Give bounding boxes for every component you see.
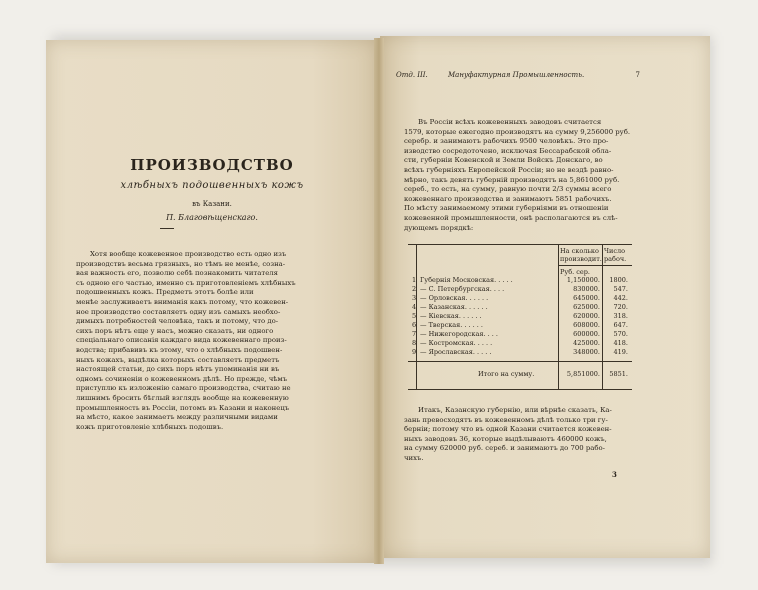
text-line: кожъ приготовленіе хлѣбныхъ подошвъ. [76, 422, 224, 431]
text-line: сихъ поръ нѣтъ еще у насъ, можно сказать, ни одного [76, 326, 274, 335]
text-line: сти, губерніи Ковенской и Земли Войскъ Донскаго, во [404, 156, 603, 165]
unit-label: Руб. сер. [560, 268, 590, 276]
text-line: спеціальнаго описанія каждаго вида кожевеннаго произ- [76, 336, 287, 345]
text-line: настоящей статьи, до сихъ поръ нѣтъ упоминанія ни въ [76, 365, 280, 374]
table-row: 3 — Орловская. . . . . . 645000. 442. [412, 294, 628, 302]
text-line: берніи; потому что въ одной Казани считается кожевен- [404, 425, 612, 434]
text-line: менѣе заслуживаетъ вниманія какъ потому, что кожевен- [76, 297, 289, 306]
production-table [408, 244, 632, 390]
text-line: Въ Россіи всѣхъ кожевенныхъ заводовъ считается [418, 118, 602, 126]
text-line: По мѣсту занимаемому этими губерніями въ отношеніи [404, 204, 609, 213]
text-line: приступлю къ изложенію самаго производства, считаю не [76, 384, 291, 393]
text-line: ное производство составляетъ одну изъ самыхъ необхо- [76, 307, 281, 316]
text-line: всѣхъ губерніяхъ Европейской Россіи; но не вездѣ равно- [404, 165, 614, 174]
amount-header: На сколько производит. [560, 247, 602, 263]
text-line: вая важность его, позволю себѣ познакомить читателя [76, 269, 278, 278]
table-row: 9 — Ярославская. . . . . 348000. 419. [412, 348, 628, 356]
text-line: Итакъ, Казанскую губернію, или вѣрнѣе сказать, Ка- [418, 406, 612, 414]
section-label: Отд. III. [396, 71, 428, 79]
text-line: изводство сосредоточено, исключая Бессарабской обла- [404, 146, 612, 155]
text-line: сереб., то есть, на сумму, равную почти 2/3 суммы всего [404, 185, 612, 194]
text-line: на сумму 620000 руб. сереб. и занимаютъ до 700 рабо- [404, 444, 605, 453]
left-body-text [76, 250, 346, 432]
table-row: 1 Губернія Московская. . . . . 1,150000. 1800. [412, 276, 628, 284]
article-title: ПРОИЗВОДСТВО [130, 156, 294, 174]
text-line: Хотя вообще кожевенное производство есть одно изъ [90, 250, 287, 258]
table-rule [408, 361, 632, 362]
right-top-text [404, 118, 634, 233]
page-number: 7 [635, 71, 640, 79]
table-rule [558, 265, 632, 266]
workers-header: Число рабоч. [604, 247, 627, 263]
text-line: производствъ весьма грязныхъ, но тѣмъ не менѣе, созна- [76, 259, 286, 268]
printer-signature: 3 [612, 470, 617, 479]
book-gutter [374, 38, 384, 564]
text-line: ныхъ заводовъ 36, которые выдѣлываютъ 460000 кожъ, [404, 434, 607, 443]
table-row: 5 — Кіевская. . . . . . 620000. 318. [412, 312, 628, 320]
text-line: ныхъ кожахъ, выдѣлка которыхъ составляетъ предметъ [76, 355, 280, 364]
text-line: дующемъ порядкѣ: [404, 223, 474, 232]
article-author: П. Благовѣщенскаго. [166, 213, 258, 222]
text-line: промышленность въ Россіи, потомъ въ Казани и наконецъ [76, 403, 290, 412]
text-line: на мѣсто, какое занимаетъ между различными видами [76, 413, 278, 422]
table-row: 4 — Казанская. . . . . . 625000. 720. [412, 303, 628, 311]
text-line: водства; прибавивъ къ этому, что о хлѣбныхъ подошвен- [76, 345, 283, 354]
running-title: Мануфактурная Промышленность. [448, 71, 585, 79]
text-line: одномъ сочиненіи о кожевенномъ дѣлѣ. Но прежде, чѣмъ [76, 374, 288, 383]
table-row: 7 — Нижегородская. . . . 600000. 570. [412, 330, 628, 338]
table-row: 8 — Костромская. . . . . 425000. 418. [412, 339, 628, 347]
table-total-row: Итого на сумму. 5,851000. 5851. [478, 370, 628, 378]
text-line: мѣрно, такъ девять губерній производятъ на 5,861000 руб. [404, 175, 620, 184]
table-row: 2 — С. Петербургская. . . . 830000. 547. [412, 285, 628, 293]
running-header [396, 71, 640, 79]
text-line: кожевенной промышленности, онѣ располагаются въ слѣ- [404, 213, 618, 222]
text-line: съ одною его частью, именно съ приготовленіемъ хлѣбныхъ [76, 278, 296, 287]
title-dash [160, 228, 174, 229]
text-line: 1579, которые ежегодно производятъ на сумму 9,256000 руб. [404, 127, 631, 136]
text-line: подошвенныхъ кожъ. Предметъ этотъ болѣе или [76, 288, 254, 297]
text-line: зань превосходятъ въ кожевенномъ дѣлѣ только три гу- [404, 415, 608, 424]
article-place: въ Казани. [192, 200, 232, 208]
table-row: 6 — Тверская. . . . . . 608000. 647. [412, 321, 628, 329]
text-line: чихъ. [404, 453, 424, 462]
text-line: лишнимъ бросить бѣглый взглядъ вообще на кожевенную [76, 393, 289, 402]
article-subtitle: хлѣбныхъ подошвенныхъ кожъ [120, 180, 304, 191]
right-bottom-text [404, 406, 634, 464]
text-line: серебр. и занимаютъ рабочихъ 9500 человѣкъ. Это про- [404, 137, 609, 146]
text-line: димыхъ потребностей человѣка, такъ и потому, что до- [76, 317, 279, 326]
text-line: кожевеннаго производства и занимаютъ 5851 рабочихъ. [404, 194, 612, 203]
